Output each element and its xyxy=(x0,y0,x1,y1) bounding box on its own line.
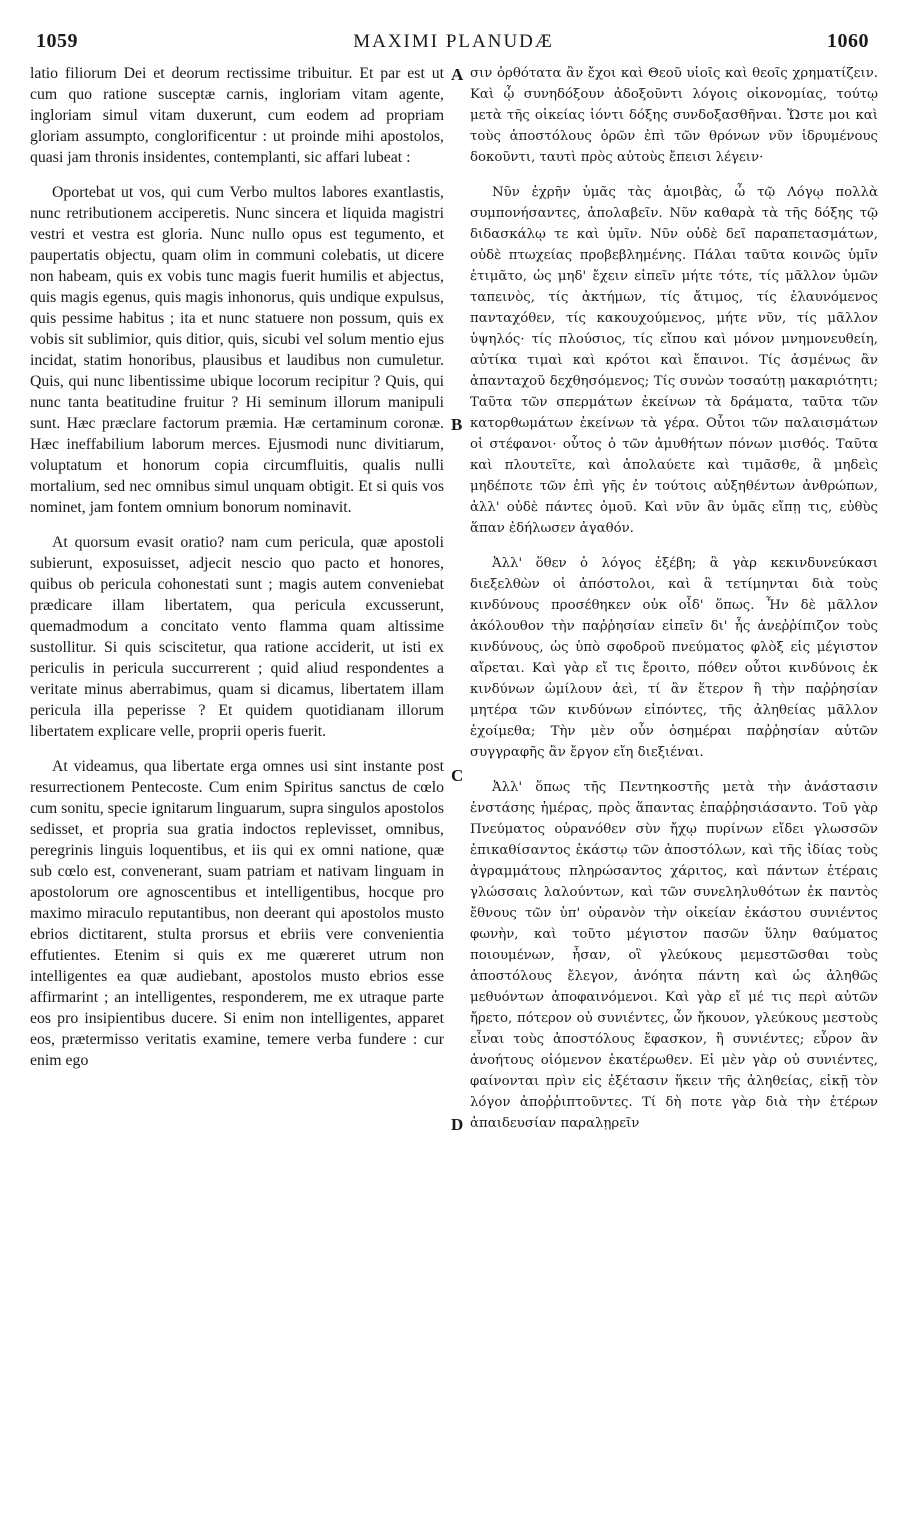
latin-paragraph-3: At quorsum evasit oratio? nam cum pericula, quæ apostoli subierunt, exposuisset, adjecit nescio quo pacto et honores, quibus ob pericula cohonestati sunt ; magis autem conveniebat prædicare illam libertatem, qua pericula excusserunt, quemadmodum a concitato vento flamma quam altissime sustollitur. Si quis sciscitetur, qua ratione acciderit, ut isti ex periculis in pericula succurrerent ; quid aliud respondentes a veritate minus aberrabimus, quam si dicamus, libertatem illam pericula illa peperisse ? Et quidem quotidianam illorum libertatem explicare velle, proprii operis fuerit. xyxy=(30,534,444,740)
greek-paragraph-4: Ἀλλ' ὅπως τῆς Πεντηκοστῆς μετὰ τὴν ἀνάστασιν ἐνστάσης ἡμέρας, πρὸς ἅπαντας ἐπαῤῥησιάσαντο. Τοῦ γὰρ Πνεύματος οὐρανόθεν σὺν ἤχῳ πυρίνων εἴδει γλωσσῶν ἐπικαθίσαντος ἑκάστῳ τῶν ἀποστόλων, καὶ τῆς ἰδίας τοὺς ἀγραμμάτους πληρώσαντος χάριτος, καὶ πάντων ἑτέραις γλώσσαις λαλούντων, καὶ τῶν συνεληλυθότων ἐκ παντὸς ἔθνους τῶν ὑπ' οὐρανὸν τὴν οἰκείαν ἑκάστου συνιέντος φωνὴν, καὶ τοῦτο μέγιστον πασῶν ὕλην θαύματος ποιουμένων, ἦσαν, οἳ γλεύκους μεμεστῶσθαι τοὺς ἀποστόλους ἔλεγον, ἀνόητα πάντη καὶ ὡς ἀληθῶς μεθυόντων ἀποφαινόμενοι. Καὶ γὰρ εἴ μέ τις περὶ αὐτῶν ἤρετο, πότερον οὐ συνιέντες, ὧν ἤκουον, γλεύκους μεστοὺς εἶναι τοὺς ἀποστόλους ἔφασκον, ἢ συνιέντες; εὗρον ἂν ἀνοήτους οἰόμενον ἑκατέρωθεν. Εἰ μὲν γὰρ οὐ συνιέντες, φαίνονται πρὶν εἰς ἐξέτασιν ἥκειν τῆς ἀληθείας, εἰκῇ τὸν λόγον ἀποῤῥιπτοῦντες. Τί δὴ ποτε γὰρ διὰ τὴν ἑτέρων ἀπαιδευσίαν παραλῃρεῖν xyxy=(470,780,878,1131)
running-title: MAXIMI PLANUDÆ xyxy=(353,31,554,52)
margin-letter-c: C xyxy=(451,766,464,785)
latin-paragraph-4: At videamus, qua libertate erga omnes usi sint instante post resurrectionem Pentecoste. Cum enim Spiritus sanctus de cœlo cum sonitu, specie ignitarum linguarum, supra singulos apostolos sedisset, et propria sua gratia indoctos replevisset, omnibus, peregrinis linguis loquentibus, et iis qui ex omni natione, quæ sub cœlo est, convenerant, suam patriam et nativam linguam in apostolorum ore agnoscentibus et intelligentibus, hocque pro maximo miraculo reputantibus, non deerant qui apostolos musto ebrios dictitarent, stulta prorsus et ebriis vere convenientia effutientes. Etenim si quis ex me quæreret utrum non intelligentes ea quæ audiebant, apostolos musto ebrios esse affirmarint ; an intelligentes, responderem, me ex utraque parte eos pro insipientibus ducere. Si enim non intelligentes, apparet eos, prætermisso veritatis examine, temere verba fundere : cur enim ego xyxy=(30,758,444,1069)
latin-paragraph-1: latio filiorum Dei et deorum rectissime tribuitur. Et par est ut cum quo ratione susceptæ carnis, ingloriam vitam agente, ingloriam simul vitam duxerunt, cum eodem ad propriam gloriam assumpto, conglorificentur : ut proinde mihi apostolos, quasi jam thronis insidentes, contemplanti, sic affari lubeat : xyxy=(30,65,444,166)
greek-column xyxy=(470,63,878,1148)
latin-column xyxy=(30,63,444,1085)
greek-paragraph-3: Ἀλλ' ὅθεν ὁ λόγος ἐξέβη; ἃ γὰρ κεκινδυνεύκασι διεξελθὼν οἱ ἀπόστολοι, καὶ ἃ τετίμηνται διὰ τοὺς κινδύνους προσέθηκεν οὐκ οἶδ' ὅπως. Ἦν δὲ μᾶλλον ἀκόλουθον τὴν παῤῥησίαν εἰπεῖν δι' ἧς ἀνεῤῥίπιζον τοὺς κινδύνους, ὡς ὑπὸ σφοδροῦ πνεύματος φλὸξ εἰς μέγιστον αἴρεται. Καὶ γὰρ εἴ τις ἔροιτο, πόθεν οὗτοι κινδύνοις ἐκ κινδύνων ὡμίλουν ἀεὶ, τί ἂν ἕτερον ἢ τὴν παῤῥησίαν μητέρα τῶν κινδύνων εἰπόντες, τῆς ἀληθείας μᾶλλον ἐχοίμεθα; Τὴν μὲν οὖν ὁσημέραι παῤῥησίαν αὐτῶν συγγραφῆς ἂν ἔργον εἴη διεξιέναι. xyxy=(470,556,878,760)
margin-letter-a: A xyxy=(451,65,464,84)
margin-letter-d: D xyxy=(451,1115,464,1134)
greek-paragraph-1: σιν ὀρθότατα ἂν ἔχοι καὶ Θεοῦ υἱοῖς καὶ θεοῖς χρηματίζειν. Καὶ ᾧ συνηδόξουν ἀδοξοῦντι λόγοις οἰκονομίας, τούτῳ μετὰ τῆς οἰκείας ἰόντι δόξης συνδοξασθῆναι. Ὥστε μοι καὶ τοὺς ἀποστόλους ὁρῶν ἐπὶ τῶν θρόνων νῦν ἱδρυμένους δοκοῦντι, ταυτὶ πρὸς αὐτοὺς ἔπεισι λέγειν· xyxy=(470,66,878,165)
latin-paragraph-2: Oportebat ut vos, qui cum Verbo multos labores exantlastis, nunc retributionem acciperetis. Nunc sincera et liquida magistri vestri et vestra est gloria. Nunc nullo opus est tegumento, et paupertatis objectu, quam olim in communi colebatis, ut dicere non habeam, quis ex vobis tunc magis fuerit humilis et abjectus, quis magis egenus, quis magis inhonorus, quis undique expulsus, quis pessime habitus ; ita et nunc statuere non possum, quis ex vobis sit sublimior, quis ditior, quis, sicubi vel solum mentio ejus incidat, statim honoribus, plausibus et laudibus non cumuletur. Quis, qui nunc libentissime ubique locorum recipitur ? Quis, qui nunc tanta beatitudine fruitur ? Hi seminum illorum manipuli sunt. Hæc præclare factorum præmia. Hæ certaminum coronæ. Hæc ineffabilium laborum merces. Ejusmodi nunc divitiarum, voluptatum et honorum copia circumfluitis, qualis nulli mortalium, sed nec omnibus simul unquam obtigit. Et si quis vos nominet, jam fontem omnium bonorum nominavit. xyxy=(30,184,444,516)
margin-letter-b: B xyxy=(451,415,463,434)
page-number-right: 1060 xyxy=(827,30,869,52)
margin-gutter xyxy=(447,0,467,1540)
page-number-left: 1059 xyxy=(36,30,78,52)
greek-paragraph-2: Νῦν ἐχρῆν ὑμᾶς τὰς ἀμοιβὰς, ὦ τῷ Λόγῳ πολλὰ συμπονήσαντες, ἀπολαβεῖν. Νῦν καθαρὰ τὰ τῆς δόξης τῷ διδασκάλῳ τε καὶ ὑμῖν. Νῦν οὐδὲ δεῖ παραπετασμάτων, οὐδὲ πτωχείας προβεβλημένης. Πάλαι ταῦτα κοινῶς ὑμῖν ἐτιμᾶτο, ὡς μηδ' ἔχειν εἰπεῖν μήτε τότε, τίς μᾶλλον ὑμῶν ταπεινὸς, τίς ἀκτήμων, τίς ἄτιμος, τίς ἐλαυνόμενος πανταχόθεν, τίς κακουχούμενος, μήτε νῦν, τίς μᾶλλον ὑψηλός· τίς πλούσιος, τίς εἴπου καὶ μόνον μνημονευθείη, αὐτίκα τιμαὶ καὶ κρότοι καὶ ἔπαινοι. Τίς ἀσμένως ἂν ἁπανταχοῦ δεχθησόμενος; Τίς συνὼν τοσαύτῃ μακαριότητι; Ταῦτα τῶν σπερμάτων ἐκείνων τὰ δράματα, ταῦτα τῶν κατορθωμάτων ἐκείνων τὰ γέρα. Οὗτοι τῶν παλαισμάτων οἱ στέφανοι· οὗτος ὁ τῶν ἀμυθήτων πόνων μισθός. Ταῦτα καὶ πλουτεῖτε, καὶ ἀπολαύετε καὶ τιμᾶσθε, ἃ μηδεὶς μηδέποτε τῶν ἐπὶ γῆς ἐν τούτοις αὐξηθέντων ἀνθρώπων, ἀλλ' οὐδὲ πάντες ὁμοῦ. Καὶ νῦν ἂν ὑμᾶς εἴπῃ τις, εὐθὺς ἅπαν ἐδήλωσεν ἀγαθόν. xyxy=(470,185,878,536)
